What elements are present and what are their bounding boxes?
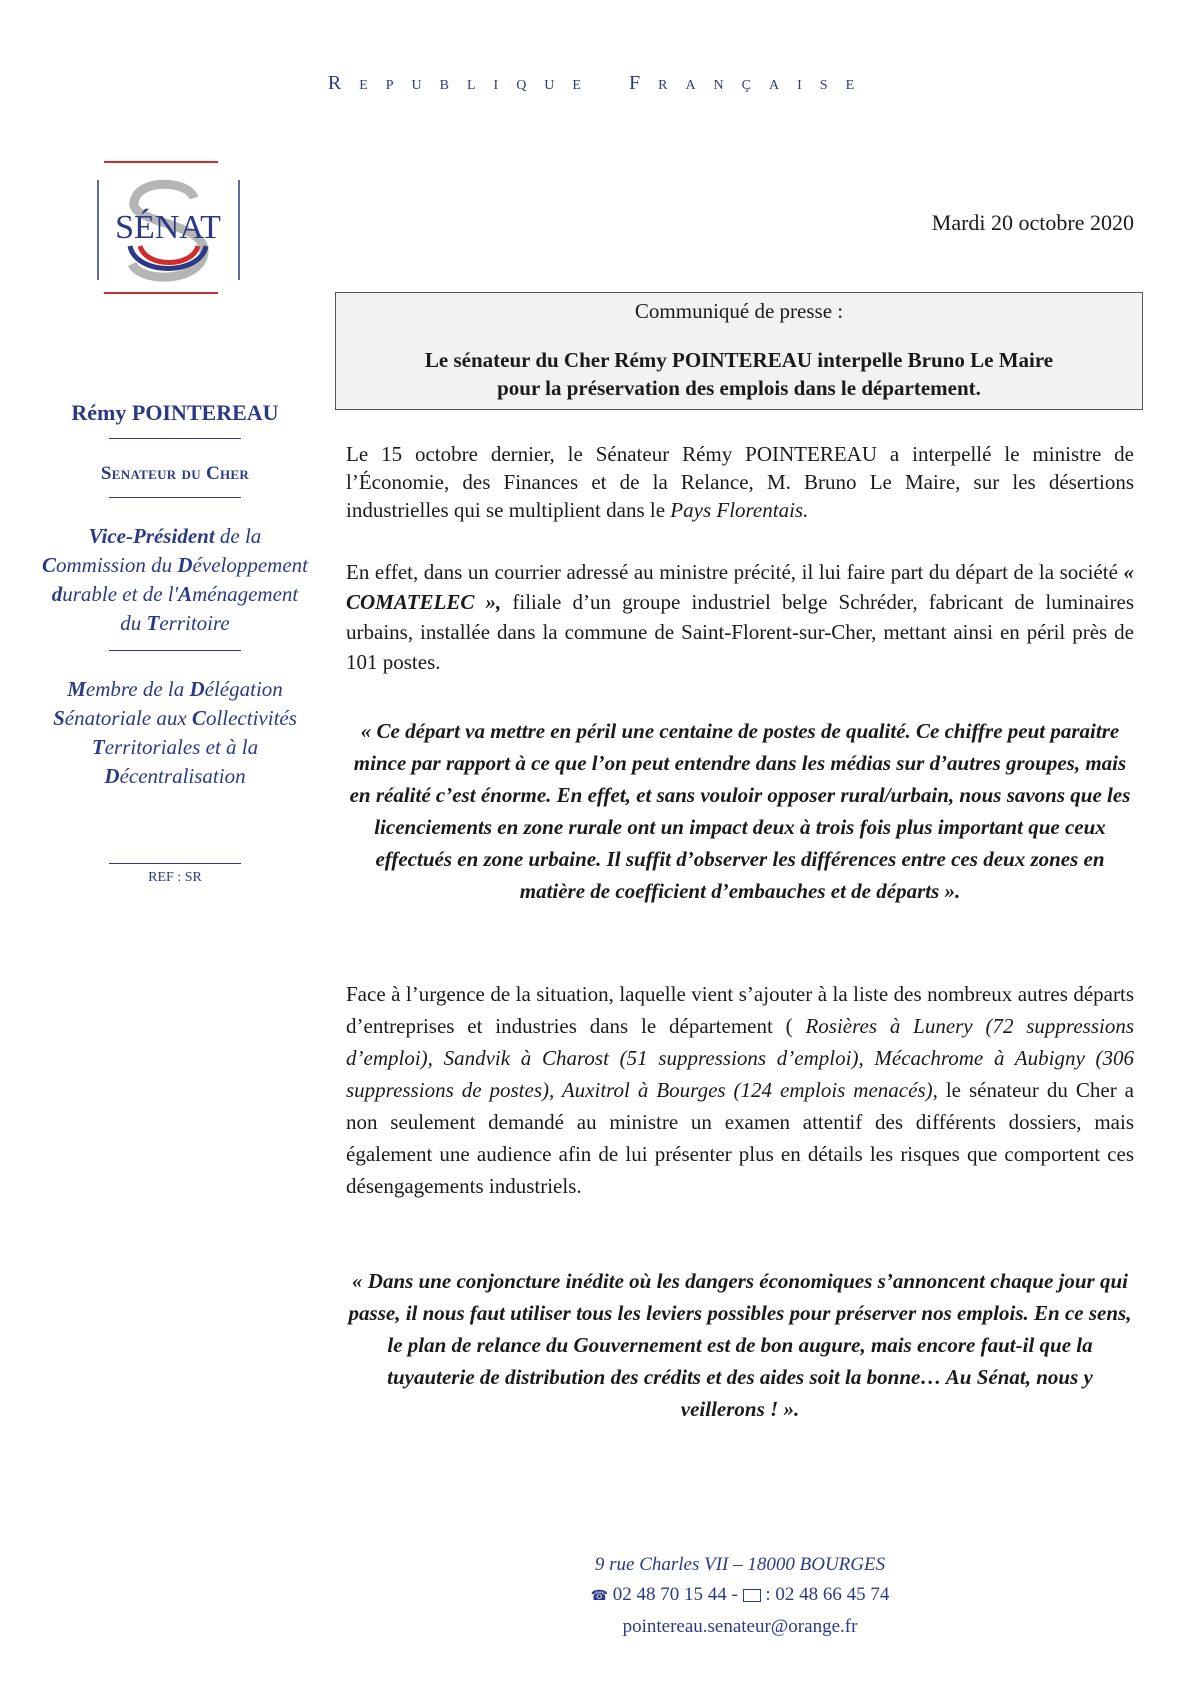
- headline-line2: pour la préservation des emplois dans le département.: [497, 376, 981, 400]
- senator-name: Rémy POINTEREAU: [71, 400, 279, 425]
- senat-logo-graphic: [96, 160, 241, 310]
- sidebar: [40, 400, 310, 886]
- press-release-box: [335, 292, 1143, 410]
- quote-1: « Ce départ va mettre en péril une centaine de postes de qualité. Ce chiffre peut paraitre mince par rapport à ce que l’on peut entendre dans les médias sur d’autres groupes, mais en réalité c’est énorme. En effet, et sans vouloir opposer rural/urbain, nous savons que les licenciements en zone rurale ont un impact deux à trois fois plus important que ceux effectués en zone urbaine. Il suffit d’observer les différences entre ces deux zones en matière de coefficient d’embauches et de départs ».: [349, 719, 1131, 903]
- divider: [109, 650, 241, 651]
- francaise-word: Française: [628, 72, 873, 94]
- headline: [336, 346, 1142, 402]
- phone-icon: ☎: [590, 1589, 609, 1604]
- role-commission: Vice-Président de la Commission du Développement durable et de l'Aménagement du Territoire: [42, 524, 308, 635]
- role-delegation: Membre de la Délégation Sénatoriale aux Collectivités Territoriales et à la Décentralisation: [53, 677, 297, 788]
- divider: [109, 497, 241, 498]
- headline-line1: Le sénateur du Cher Rémy POINTEREAU interpelle Bruno Le Maire: [424, 348, 1054, 372]
- paragraph-1: Le 15 octobre dernier, le Sénateur Rémy POINTEREAU a interpellé le ministre de l’Économie, des Finances et de la Relance, M. Bruno Le Maire, sur les désertions industrielles qui se multiplient dans le Pays Florentais.: [346, 442, 1134, 522]
- senat-logo-text: SÉNAT: [115, 209, 221, 246]
- fax-number: : 02 48 66 45 74: [765, 1584, 890, 1605]
- republique-word: Republique: [327, 72, 599, 94]
- divider: [109, 438, 241, 439]
- fax-icon: [743, 1589, 761, 1602]
- company-name: « COMATELEC »,: [346, 560, 1134, 614]
- senator-title: Senateur du Cher: [100, 463, 250, 484]
- reference: REF : SR: [148, 870, 202, 885]
- quote-2: « Dans une conjoncture inédite où les dangers économiques s’annoncent chaque jour qui passe, il nous faut utiliser tous les leviers possibles pour préserver nos emplois. En ce sens, le plan de relance du Gouvernement est de bon augure, mais encore faut-il que la tuyauterie de distribution des crédits et des aides soit la bonne… Au Sénat, nous y veillerons ! ».: [348, 1269, 1132, 1421]
- document-date: Mardi 20 octobre 2020: [931, 210, 1134, 235]
- paragraph-2: En effet, dans un courrier adressé au ministre précité, il lui faire part du départ de la société « COMATELEC », filiale d’un groupe industriel belge Schréder, fabricant de luminaires urbains, installée dans la commune de Saint-Florent-sur-Cher, mettant ainsi en péril près de 101 postes.: [346, 560, 1135, 674]
- senat-logo: [96, 160, 241, 310]
- paragraph-3: Face à l’urgence de la situation, laquelle vient s’ajouter à la liste des nombreux autres départs d’entreprises et industries dans le département ( Rosières à Lunery (72 suppressions d’emploi), Sandvik à Charost (51 suppressions d’emploi), Mécachrome à Aubigny (306 suppressions de postes), Auxitrol à Bourges (124 emplois menacés), le sénateur du Cher a non seulement demandé au ministre un examen attentif des différents dossiers, mais également une audience afin de lui présenter plus en détails les risques que comportent ces désengagements industriels.: [346, 982, 1135, 1198]
- republique-francaise-header: [0, 72, 1200, 95]
- footer-address: 9 rue Charles VII – 18000 BOURGES: [594, 1554, 886, 1575]
- footer-contact: [346, 1550, 1134, 1642]
- footer-phone-fax: ☎ 02 48 70 15 44 - : 02 48 66 45 74: [590, 1584, 890, 1605]
- divider: [109, 863, 241, 864]
- footer-email[interactable]: pointereau.senateur@orange.fr: [622, 1616, 858, 1637]
- phone-number: 02 48 70 15 44: [612, 1584, 727, 1605]
- press-release-label: Communiqué de presse :: [634, 299, 844, 323]
